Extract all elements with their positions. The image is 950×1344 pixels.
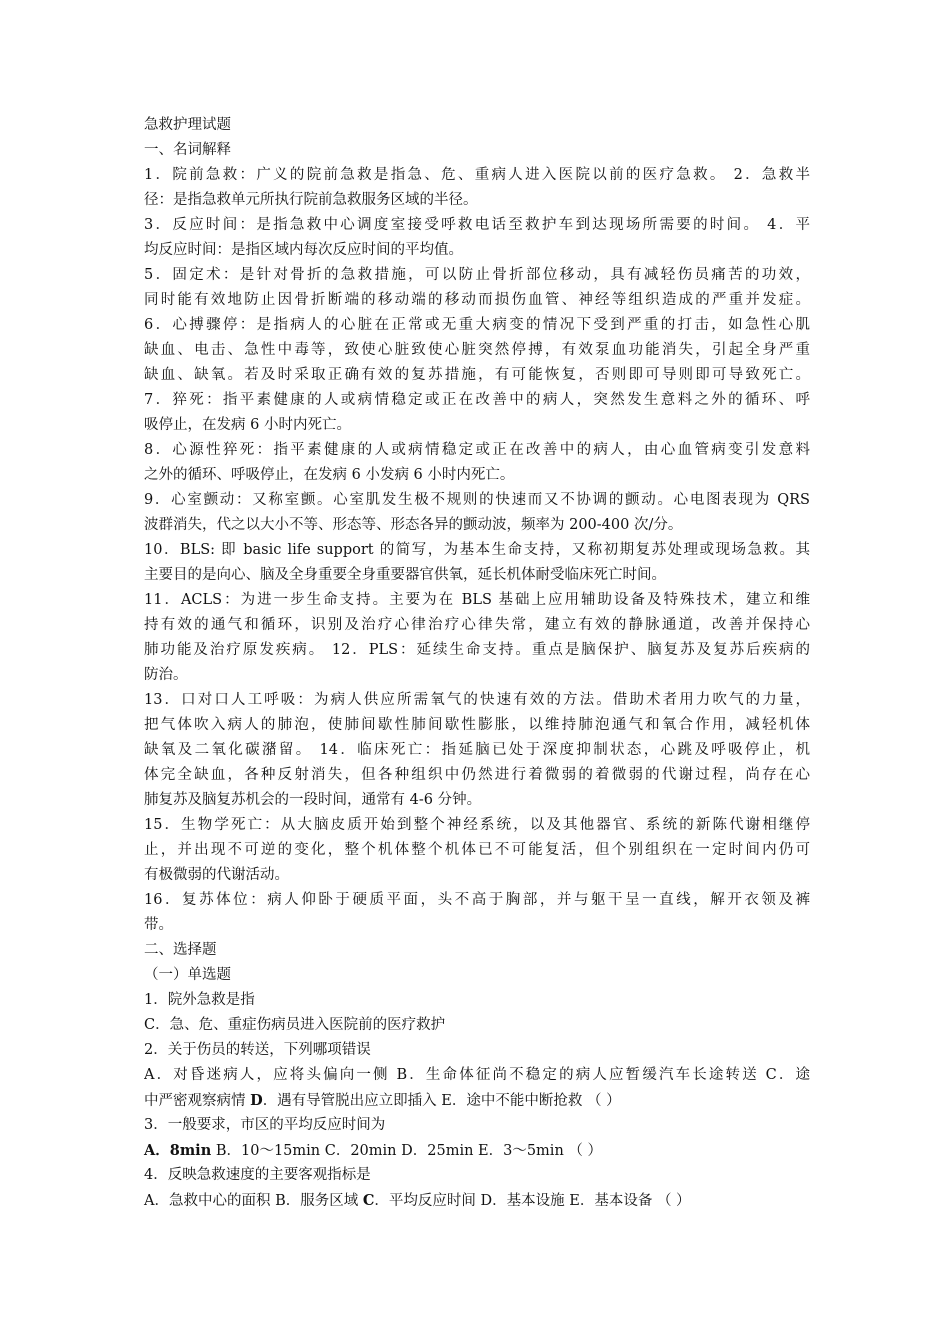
text-line: 3．一般要求，市区的平均反应时间为 — [144, 1117, 386, 1133]
text-line: 肺功能及治疗原发疾病。 12．PLS：延续生命支持。重点是脑保护、脑复苏及复苏后疾病的 — [144, 642, 810, 658]
text-line: 10．BLS: 即 basic life support 的简写，为基本生命支持，又称初期复苏处理或现场急救。其 — [144, 542, 810, 558]
text-line: 急救护理试题 — [144, 117, 231, 133]
text-line: 把气体吹入病人的肺泡，使肺间歇性肺间歇性膨胀，以维持肺泡通气和氧合作用，减轻机体 — [144, 717, 810, 733]
text-line: 缺血、缺氧。若及时采取正确有效的复苏措施，有可能恢复，否则即可导则即可导致死亡。 — [144, 367, 810, 383]
text-line: 体完全缺血，各种反射消失，但各种组织中仍然进行着微弱的着微弱的代谢过程，尚存在心 — [144, 767, 810, 783]
bold-letter: C — [362, 1192, 375, 1209]
text-line: A．8min B．10～15min C．20min D．25min E．3～5min （ ） — [144, 1142, 603, 1159]
text-line: C．急、危、重症伤病员进入医院前的医疗救护 — [144, 1017, 446, 1033]
text-line: 3．反应时间：是指急救中心调度室接受呼救电话至救护车到达现场所需要的时间。 4．平 — [144, 217, 810, 233]
text-line: 二、选择题 — [144, 942, 217, 958]
bold-option: A．8min — [144, 1142, 212, 1159]
text-line: 11．ACLS：为进一步生命支持。主要为在 BLS 基础上应用辅助设备及特殊技术，建立和维 — [144, 592, 810, 608]
text-line: 4．反映急救速度的主要客观指标是 — [144, 1167, 371, 1183]
text-line: A．急救中心的面积 B．服务区域 C．平均反应时间 D．基本设施 E．基本设备 （ ） — [144, 1192, 691, 1209]
bold-letter: D — [250, 1092, 263, 1109]
text-line: 有极微弱的代谢活动。 — [144, 867, 289, 883]
text-line: 止，并出现不可逆的变化，整个机体整个机体已不可能复活，但个别组织在一定时间内仍可 — [144, 842, 810, 858]
text-line: 持有效的通气和循环，识别及治疗心律治疗心律失常，建立有效的静脉通道，改善并保持心 — [144, 617, 810, 633]
text-line: 径：是指急救单元所执行院前急救服务区域的半径。 — [144, 192, 478, 208]
text-line: 16．复苏体位：病人仰卧于硬质平面，头不高于胸部，并与躯干呈一直线，解开衣领及裤 — [144, 892, 810, 908]
text-line: 5．固定术：是针对骨折的急救措施，可以防止骨折部位移动，具有减轻伤员痛苦的功效， — [144, 267, 810, 283]
text-line: 1．院外急救是指 — [144, 992, 255, 1008]
text-line: 8．心源性猝死：指平素健康的人或病情稳定或正在改善中的病人，由心血管病变引发意料 — [144, 442, 810, 458]
text-line: 波群消失，代之以大小不等、形态等、形态各异的颤动波，频率为 200-400 次/分。 — [144, 517, 683, 533]
text-line: 带。 — [144, 917, 173, 933]
text-line: 吸停止，在发病 6 小时内死亡。 — [144, 417, 351, 433]
text-line: 1．院前急救：广义的院前急救是指急、危、重病人进入医院以前的医疗急救。 2．急救半 — [144, 167, 810, 183]
text-line: 缺氧及二氧化碳潴留。 14．临床死亡：指延脑已处于深度抑制状态，心跳及呼吸停止，机 — [144, 742, 810, 758]
text-line: 之外的循环、呼吸停止，在发病 6 小发病 6 小时内死亡。 — [144, 467, 515, 483]
text-line: 同时能有效地防止因骨折断端的移动端的移动而损伤血管、神经等组织造成的严重并发症。 — [144, 292, 810, 308]
document-page — [144, 113, 810, 1213]
text-line: 缺血、电击、急性中毒等，致使心脏致使心脏突然停搏，有效泵血功能消失，引起全身严重 — [144, 342, 810, 358]
text-line: 15．生物学死亡：从大脑皮质开始到整个神经系统，以及其他器官、系统的新陈代谢相继停 — [144, 817, 810, 833]
text-line: 7．猝死：指平素健康的人或病情稳定或正在改善中的病人，突然发生意料之外的循环、呼 — [144, 392, 810, 408]
text-line: 2．关于伤员的转送，下列哪项错误 — [144, 1042, 371, 1058]
text-line: 均反应时间：是指区域内每次反应时间的平均值。 — [144, 242, 463, 258]
text-line: 肺复苏及脑复苏机会的一段时间，通常有 4-6 分钟。 — [144, 792, 482, 808]
text-line: 13．口对口人工呼吸：为病人供应所需氧气的快速有效的方法。借助术者用力吹气的力量， — [144, 692, 810, 708]
text-line: 9．心室颤动：又称室颤。心室肌发生极不规则的快速而又不协调的颤动。心电图表现为 QRS — [144, 492, 810, 508]
text-line: 防治。 — [144, 667, 188, 683]
text-line: 中严密观察病情 D．遇有导管脱出应立即插入 E．途中不能中断抢救 （ ） — [144, 1092, 621, 1109]
document-lines — [144, 113, 810, 1088]
text-line: A．对昏迷病人，应将头偏向一侧 B．生命体征尚不稳定的病人应暂缓汽车长途转送 C．途 — [144, 1067, 810, 1083]
text-line: （一）单选题 — [144, 967, 231, 983]
text-line: 6．心搏骤停：是指病人的心脏在正常或无重大病变的情况下受到严重的打击，如急性心肌 — [144, 317, 810, 333]
text-line: 主要目的是向心、脑及全身重要全身重要器官供氧，延长机体耐受临床死亡时间。 — [144, 567, 666, 583]
text-line: 一、名词解释 — [144, 142, 231, 158]
